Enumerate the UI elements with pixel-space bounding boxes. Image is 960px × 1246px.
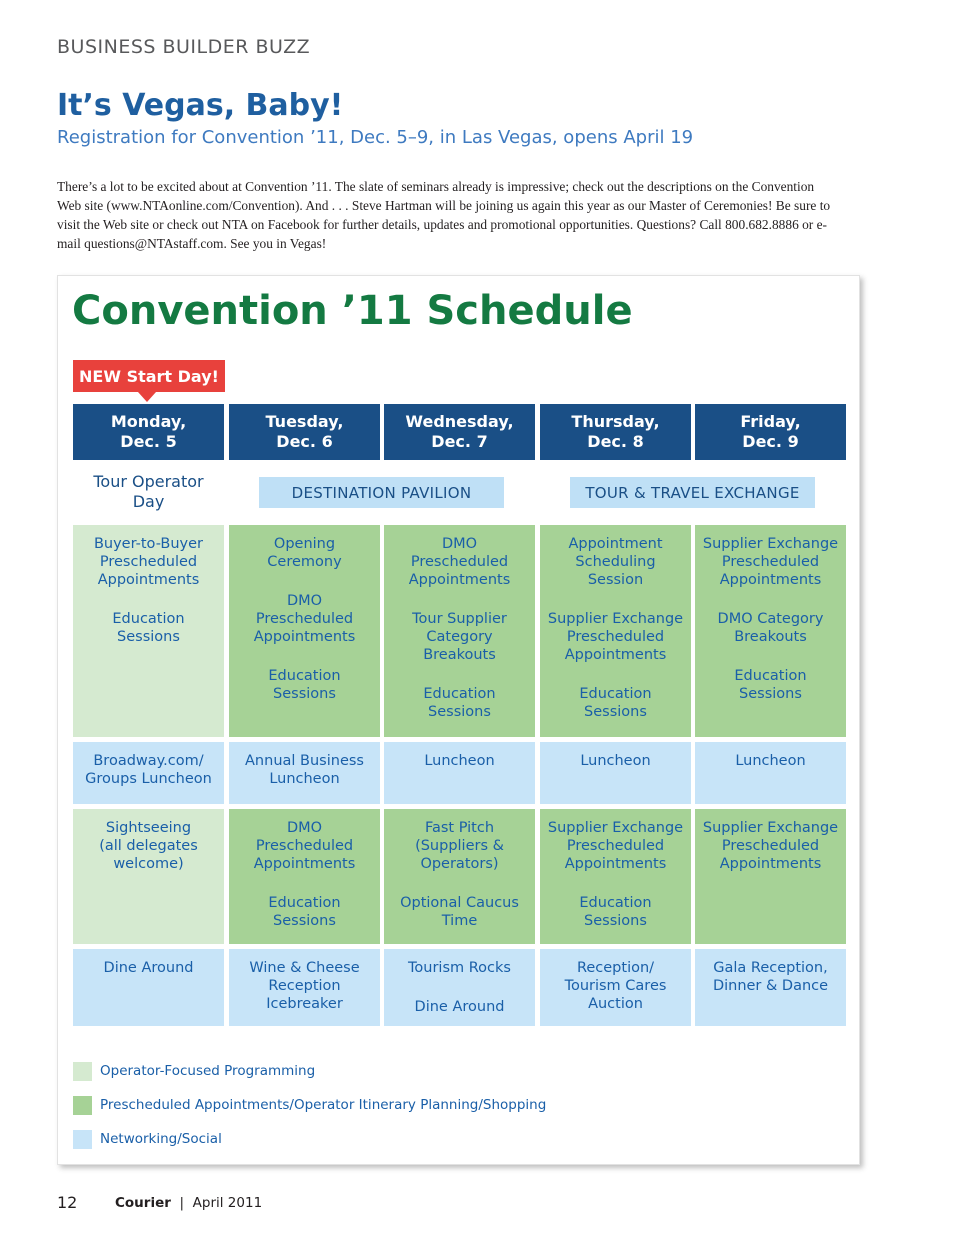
schedule-cell [695, 742, 846, 804]
schedule-item: Education Sessions [579, 686, 652, 720]
schedule-item: Education Sessions [423, 686, 496, 720]
schedule-item: Supplier Exchange Prescheduled Appointments [702, 536, 839, 588]
badge-pointer-icon [138, 392, 156, 402]
schedule-item: DMO Prescheduled Appointments [253, 820, 356, 872]
cell-spacer [384, 977, 535, 998]
cell-spacer [229, 646, 380, 667]
day-header-monday [73, 404, 224, 460]
schedule-item: DMO Prescheduled Appointments [253, 593, 356, 645]
schedule-item: Education Sessions [734, 668, 807, 702]
cell-spacer [540, 873, 691, 894]
day-name: Thursday, [571, 412, 660, 431]
schedule-item: DMO Prescheduled Appointments [408, 536, 511, 588]
schedule-cell [384, 809, 535, 944]
schedule-cell [229, 525, 380, 737]
tour-travel-exchange-band: TOUR & TRAVEL EXCHANGE [570, 477, 815, 508]
schedule-item: Annual Business Luncheon [245, 753, 364, 787]
schedule-item: Reception/ Tourism Cares Auction [564, 960, 667, 1012]
day-header-wednesday [384, 404, 535, 460]
schedule-cell [695, 525, 846, 737]
schedule-cell [73, 809, 224, 944]
schedule-item: Tourism Rocks [408, 960, 511, 976]
tour-operator-day-label: Tour Operator Day [93, 472, 204, 511]
schedule-item: Supplier Exchange Prescheduled Appointments [547, 820, 684, 872]
legend-swatch [73, 1130, 92, 1149]
schedule-card [57, 275, 860, 1165]
schedule-cell [540, 809, 691, 944]
schedule-item: Dine Around [414, 999, 505, 1015]
cell-spacer [229, 873, 380, 894]
schedule-item: Education Sessions [268, 668, 341, 702]
page-number: 12 [57, 1193, 78, 1212]
schedule-cell [540, 949, 691, 1026]
schedule-item: Fast Pitch (Suppliers & Operators) [415, 820, 504, 872]
legend-label: Prescheduled Appointments/Operator Itinerary Planning/Shopping [100, 1097, 547, 1113]
schedule-cell [384, 525, 535, 737]
schedule-cell [73, 949, 224, 1026]
legend-item [73, 1129, 222, 1149]
legend-swatch [73, 1062, 92, 1081]
schedule-item: Luncheon [580, 753, 651, 769]
cell-spacer [695, 589, 846, 610]
schedule-item: Dine Around [103, 960, 194, 976]
schedule-item: Broadway.com/ Groups Luncheon [85, 753, 212, 787]
day-header-tuesday [229, 404, 380, 460]
day-name: Friday, [740, 412, 801, 431]
legend-item [73, 1061, 315, 1081]
article-body: There’s a lot to be excited about at Convention ’11. The slate of seminars already is impressive; check out the descriptions on the Convention Web site (www.NTAonline.com/Convention). And . . . Steve Hartman will be joining us again this year as our Master of Ceremonies! Be sure to visit the Web site or check out NTA on Facebook for further details, updates and promotional opportunities. Questions? Call 800.682.8886 or e-mail questions@NTAstaff.com. See you in Vegas! [57, 179, 831, 251]
day-date: Dec. 6 [276, 432, 333, 451]
article-headline: It’s Vegas, Baby! [57, 88, 344, 123]
schedule-item: Tour Supplier Category Breakouts [412, 611, 507, 663]
day-header-thursday [540, 404, 691, 460]
schedule-cell [384, 742, 535, 804]
day-date: Dec. 9 [742, 432, 799, 451]
schedule-cell [229, 742, 380, 804]
schedule-cell [384, 949, 535, 1026]
issue-date: April 2011 [192, 1195, 263, 1211]
cell-spacer [229, 571, 380, 592]
schedule-item: Sightseeing (all delegates welcome) [99, 820, 198, 872]
schedule-cell [540, 525, 691, 737]
schedule-cell [73, 525, 224, 737]
section-label: BUSINESS BUILDER BUZZ [57, 36, 311, 58]
schedule-cell [540, 742, 691, 804]
schedule-item: Supplier Exchange Prescheduled Appointments [547, 611, 684, 663]
day-name: Tuesday, [265, 412, 344, 431]
legend-label: Operator-Focused Programming [100, 1063, 316, 1079]
publication-name: Courier [115, 1195, 171, 1211]
legend-label: Networking/Social [100, 1131, 222, 1147]
schedule-title: Convention ’11 Schedule [72, 288, 633, 334]
legend-swatch [73, 1096, 92, 1115]
day-date: Dec. 8 [587, 432, 644, 451]
schedule-cell [73, 742, 224, 804]
schedule-item: Education Sessions [579, 895, 652, 929]
schedule-cell [229, 809, 380, 944]
cell-spacer [540, 664, 691, 685]
day-date: Dec. 5 [120, 432, 177, 451]
cell-spacer [384, 664, 535, 685]
day-date: Dec. 7 [431, 432, 488, 451]
schedule-item: Luncheon [735, 753, 806, 769]
day-header-friday [695, 404, 846, 460]
schedule-cell [229, 949, 380, 1026]
cell-spacer [384, 589, 535, 610]
schedule-item: Supplier Exchange Prescheduled Appointments [702, 820, 839, 872]
article-subheadline: Registration for Convention ’11, Dec. 5–9, in Las Vegas, opens April 19 [57, 127, 694, 148]
day-name: Monday, [110, 412, 187, 431]
schedule-item: Education Sessions [268, 895, 341, 929]
schedule-item: Appointment Scheduling Session [568, 536, 663, 588]
cell-spacer [695, 646, 846, 667]
new-start-day-badge: NEW Start Day! [73, 360, 225, 392]
schedule-item: Opening Ceremony [267, 536, 342, 570]
schedule-item: Gala Reception, Dinner & Dance [712, 960, 829, 994]
schedule-item: Luncheon [424, 753, 495, 769]
cell-spacer [73, 589, 224, 610]
schedule-item: Wine & Cheese Reception Icebreaker [249, 960, 360, 1012]
schedule-cell [695, 809, 846, 944]
schedule-item: Optional Caucus Time [400, 895, 519, 929]
schedule-cell [695, 949, 846, 1026]
cell-spacer [384, 873, 535, 894]
destination-pavilion-band: DESTINATION PAVILION [259, 477, 504, 508]
footer-separator: | [179, 1195, 185, 1211]
legend-item [73, 1095, 546, 1115]
day-name: Wednesday, [405, 412, 514, 431]
publication-footer [115, 1195, 262, 1211]
schedule-item: DMO Category Breakouts [717, 611, 824, 645]
schedule-item: Buyer-to-Buyer Prescheduled Appointments [93, 536, 204, 588]
schedule-item: Education Sessions [112, 611, 185, 645]
cell-spacer [540, 589, 691, 610]
